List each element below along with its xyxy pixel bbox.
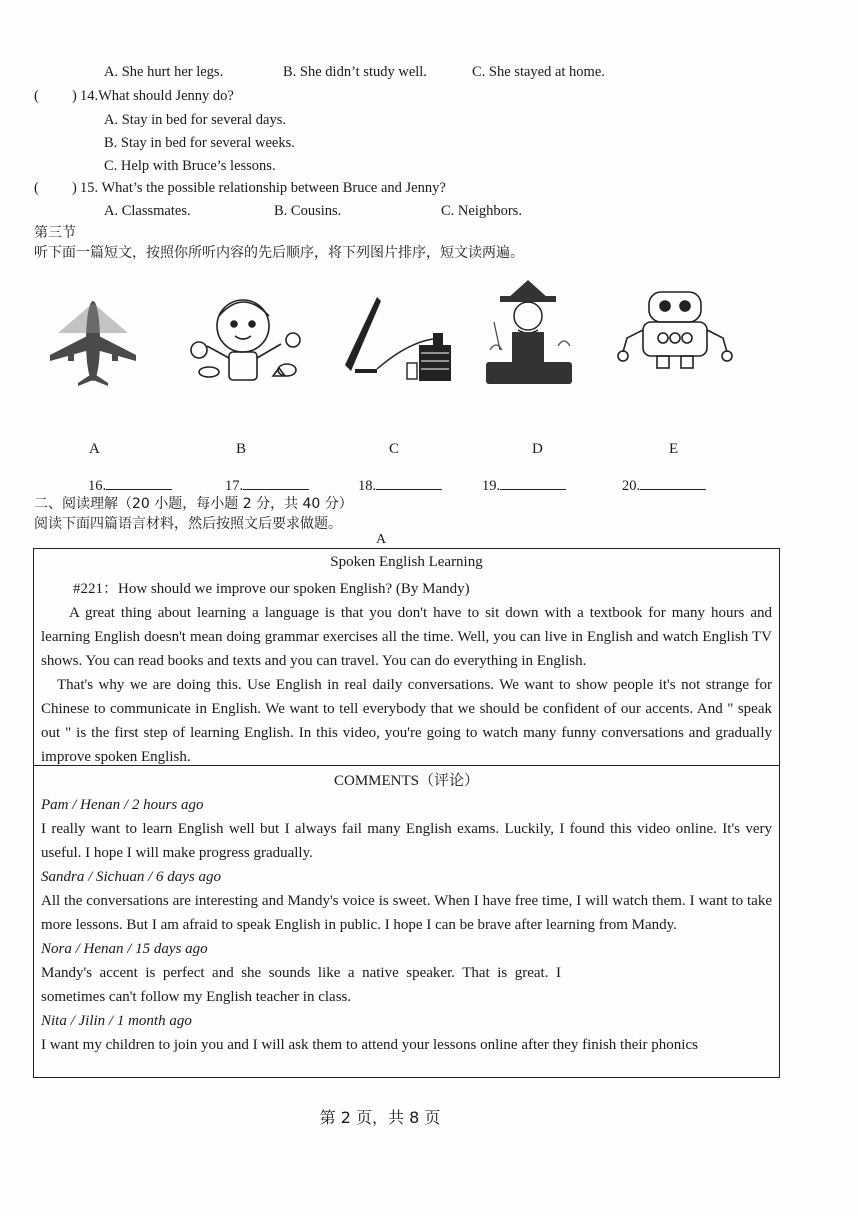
answer-blank-19[interactable]: 19. bbox=[482, 475, 566, 495]
robot-icon bbox=[613, 288, 738, 372]
picture-label-a: A bbox=[89, 441, 100, 457]
q14-option-b: B. Stay in bed for several weeks. bbox=[104, 135, 295, 151]
comment-text: I really want to learn English well but I always fail many English exams. Luckily, I found this video online. It's very useful. I hope I will make progress gradually. bbox=[41, 821, 772, 861]
q15-paren-close: ) bbox=[72, 180, 77, 196]
airplane-icon bbox=[48, 293, 138, 388]
page-number: 第 2 页，共 8 页 bbox=[319, 1108, 441, 1127]
q14-option-c: C. Help with Bruce’s lessons. bbox=[104, 158, 276, 174]
post-header: #221：How should we improve our spoken English? (By Mandy) bbox=[73, 581, 470, 597]
section3-instruction: 听下面一篇短文，按照你所听内容的先后顺序，将下列图片排序，短文读两遍。 bbox=[34, 245, 524, 261]
q14-paren-close: ) bbox=[72, 88, 77, 104]
q15-option-c: C. Neighbors. bbox=[441, 203, 522, 219]
comment-head: Nora / Henan / 15 days ago bbox=[41, 941, 208, 957]
passage-paragraph-2: That's why we are doing this. Use English in real daily conversations. We want to show people it's not strange for Chinese to communicate in English. We want to tell everybody that we should be confident of our accents. And " speak out " is the first step of learning English. In this video, you're going to watch many funny conversations and gradually improve spoken English. bbox=[41, 677, 772, 765]
section3-title: 第三节 bbox=[34, 225, 76, 241]
part2-instruction: 阅读下面四篇语言材料，然后按照文后要求做题。 bbox=[34, 516, 342, 532]
comment-text: All the conversations are interesting and Mandy's voice is sweet. When I have free time, I will watch them. I want to take more lessons. But I am afraid to speak English in public. I hope I can be brave after learning from Mandy. bbox=[41, 893, 772, 933]
passage-box bbox=[33, 548, 780, 1078]
picture-label-e: E bbox=[669, 441, 679, 457]
comment-head: Sandra / Sichuan / 6 days ago bbox=[41, 869, 221, 885]
q13-option-c: C. She stayed at home. bbox=[472, 64, 605, 80]
comments-title: COMMENTS（评论） bbox=[333, 773, 479, 789]
q13-option-a: A. She hurt her legs. bbox=[104, 64, 224, 80]
comments-divider bbox=[34, 765, 779, 766]
comment-head: Nita / Jilin / 1 month ago bbox=[41, 1013, 192, 1029]
passage-title: Spoken English Learning bbox=[330, 554, 483, 570]
comment-text: Mandy's accent is perfect and she sounds like a native speaker. That is great. I sometimes can't follow my English teacher in class. bbox=[41, 965, 561, 1005]
girl-cooking-icon bbox=[183, 288, 313, 388]
computer-icon bbox=[337, 293, 465, 388]
picture-label-b: B bbox=[236, 441, 247, 457]
answer-blank-20[interactable]: 20. bbox=[622, 475, 706, 495]
part2-title: 二、阅读理解（20 小题，每小题 2 分，共 40 分） bbox=[34, 496, 353, 512]
answer-blank-18[interactable]: 18. bbox=[358, 475, 442, 495]
farmer-icon bbox=[478, 280, 578, 388]
q14-stem: 14.What should Jenny do? bbox=[80, 88, 234, 104]
q15-option-a: A. Classmates. bbox=[104, 203, 191, 219]
q14-paren-open: ( bbox=[34, 88, 39, 104]
passage-label: A bbox=[376, 532, 387, 547]
comment-head: Pam / Henan / 2 hours ago bbox=[41, 797, 204, 813]
comment-text: I want my children to join you and I will ask them to attend your lessons online after they finish their phonics bbox=[41, 1037, 698, 1053]
q15-stem: 15. What’s the possible relationship between Bruce and Jenny? bbox=[80, 180, 446, 196]
answer-blank-16[interactable]: 16. bbox=[88, 475, 172, 495]
answer-blank-17[interactable]: 17. bbox=[225, 475, 309, 495]
passage-paragraph-1: A great thing about learning a language is that you don't have to sit down with a textbook for many hours and learning English doesn't mean doing grammar exercises all the time. Well, you can live in English and watch English TV shows. You can read books and texts and you can travel. You can do everything in English. bbox=[41, 605, 772, 669]
q15-paren-open: ( bbox=[34, 180, 39, 196]
q15-option-b: B. Cousins. bbox=[274, 203, 342, 219]
q13-option-b: B. She didn’t study well. bbox=[283, 64, 427, 80]
picture-label-c: C bbox=[389, 441, 400, 457]
picture-label-d: D bbox=[532, 441, 543, 457]
q14-option-a: A. Stay in bed for several days. bbox=[104, 112, 287, 128]
